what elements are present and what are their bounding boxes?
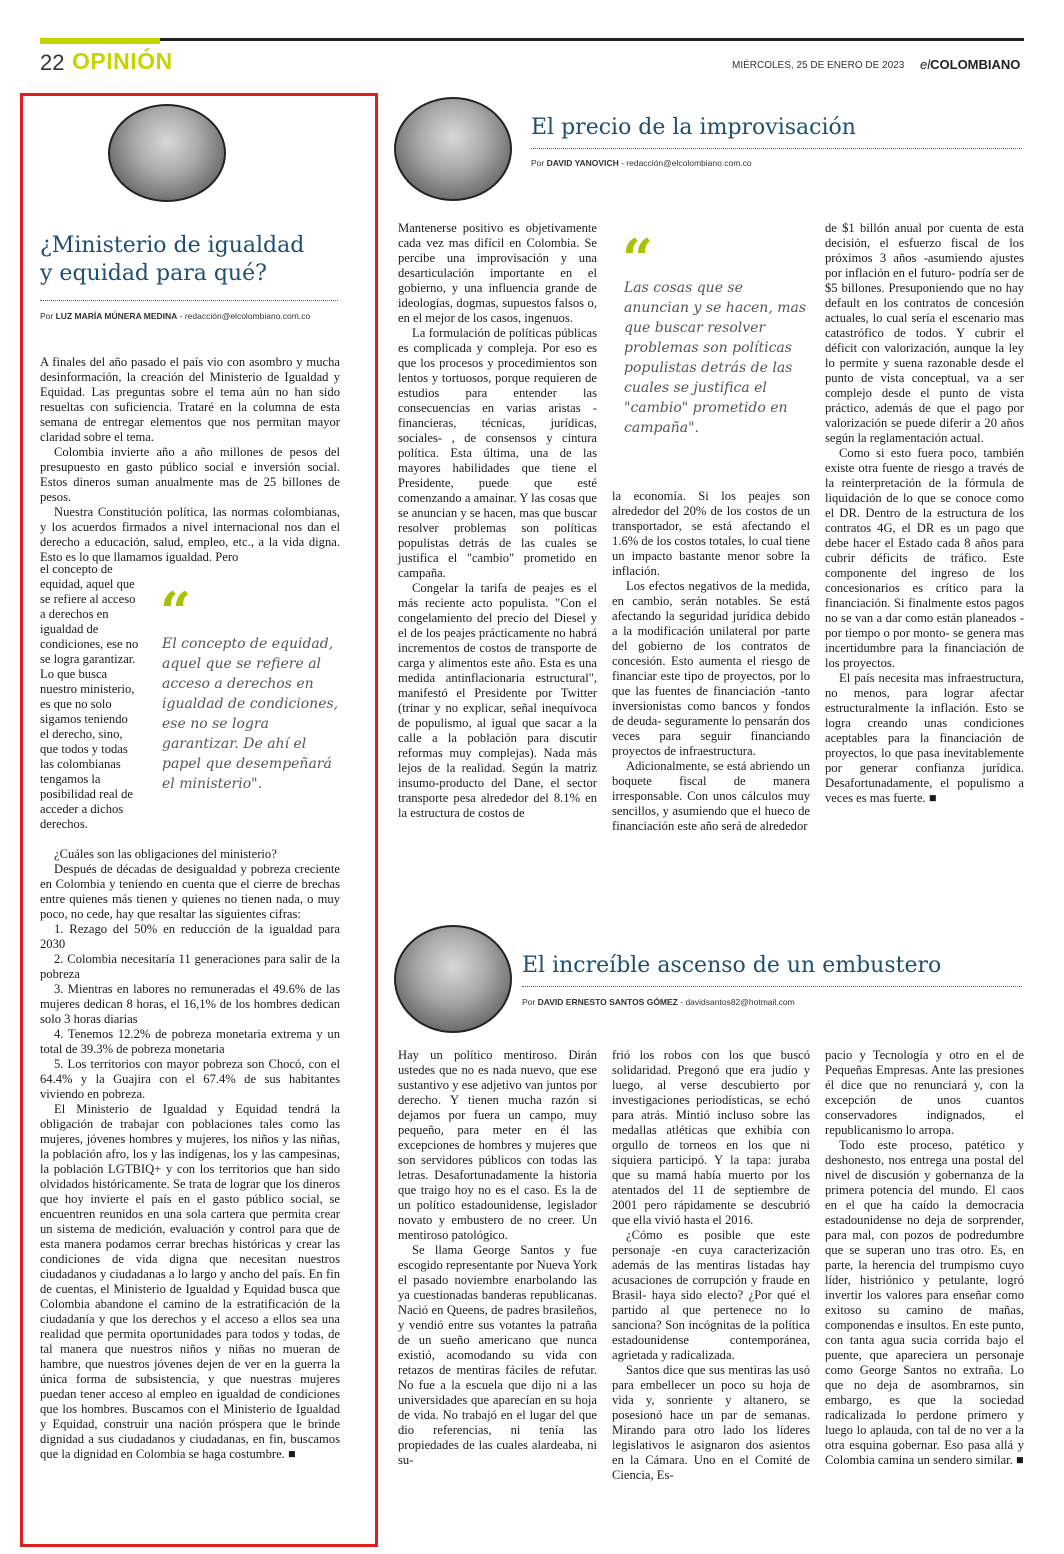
author-photo-david-santos [394, 925, 512, 1033]
article1-rule [40, 300, 338, 301]
article1-quote-mark: “ [160, 580, 192, 644]
article3-column-3: pacio y Tecnología y otro en el de Pequeñas Empresas. Ante las presiones él dice que no renunciará y, con la excepción de unos cuantos conservadores indignados, el republicanismo lo arropa. Todo este proceso, patético y deshonesto, nos entrega una postal del nivel de discusión y gobernanza de la primera potencia del mundo. El caos en el que ha caído la democracia estadounidense no deja de sorprender, para mal, con pozos de podredumbre que se superan uno tras otro. Es, en parte, la herencia del trumpismo cuyo líder, histriónico y petulante, logró invertir los valores para enseñar como exitoso su camino de mañas, componendas e insultos. En este punto, con tanta agua sucia corrida bajo el puente, que apareciera un personaje como George Santos no extraña. Lo que no deja de asombrarnos, sin embargo, es que la sociedad radicalizada lo perdone primero y luego lo aplauda, con tal de no ver a la otra esquina gobernar. Eso pasa allá y Colombia camina un sendero similar. ■ [825, 1048, 1024, 1467]
article3-column-2: frió los robos con los que buscó solidaridad. Pregonó que era judío y luego, al verse descubierto por investigaciones periodísticas, se echó para atrás. Mintió incluso sobre las medallas atléticas que exhibía con orgullo de torneos en los que ni siquiera participó. Y la tapa: juraba que su mamá había muerto por los atentados del 11 de septiembre de 2001 pero rápidamente se descubrió que ella vivió hasta el 2016. ¿Cómo es posible que este personaje -en cuya caracterización además de las mentiras listadas hay acusaciones de corrupción y fraude en Brasil- haya sido electo? ¿Por qué el partido al que pertenece no lo sanciona? Son incógnitas de la política estadounidense contemporánea, agrietada y radicalizada. Santos dice que sus mentiras las usó para embellecer un poco su hoja de vida y, sonriente y altanero, se posesionó hace un par de semanas. Mirando para otro lado los líderes legislativos le asignaron dos asientos en la Cámara. Uno en el Comité de Ciencia, Es- [612, 1048, 810, 1482]
article2-column-3: de $1 billón anual por cuenta de esta decisión, el esfuerzo fiscal de los próximos 3 años -asumiendo ajustes por inflación en el futuro- podría ser de $5 billones. Presuponiendo que no hay default en los contratos de concesión actuales, lo cual sería el escenario mas catastrófico de todos. Y cubrir el déficit con valorización, aunque la ley lo permite y suena razonable desde el punto de vista conceptual, va a ser complejo desde el punto de vista práctico, además de que el pago por valorización se puede diferir a 20 años según la reglamentación actual. Como si esto fuera poco, también existe otra fuente de riesgo a través de la reinterpretación de la fórmula de liquidación de lo que se conoce como el DR. Dentro de la estructura de los contratos 4G, el DR es un pago que debe hacer el Estado cada 8 años para cubrir déficits de tráfico. Este componente del ingreso de los concesionarios es crítico para la financiación. Si finalmente estos pagos no se van a dar como están planeados -por tiempo o por monto- se genera mas incertidumbre para la financiación de los proyectos. El país necesita mas infraestructura, no menos, para lograr afectar estructuralmente la inflación. Esto se logra creando unas condiciones aceptables para la financiación de proyectos, lo que pasa inevitablemente por generar confianza jurídica. Desafortunadamente, el populismo a veces es mas fuerte. ■ [825, 221, 1024, 805]
section-accent-bar [40, 38, 160, 44]
article1-pull-quote: El concepto de equidad, aquel que se refiere al acceso a derechos en igualdad de condiciones, ese no se logra garantizar. De ahí el papel que desempeñará el ministerio". [162, 636, 339, 792]
article3-rule [522, 986, 1022, 987]
top-rule [40, 38, 1024, 41]
article2-column-2: la economía. Si los peajes son alrededor del 20% de los costos de un transportador, se está afectando el 1.6% de los costos totales, lo cual tiene un impacto bastante menor sobre la inflación. Los efectos negativos de la medida, en cambio, serán notables. Se está afectando la seguridad jurídica debido a la modificación unilateral por parte del gobierno de los contratos de concesión. Esto aumenta el riesgo de financiar este tipo de proyectos, por lo que las fuentes de financiación -tanto inversionistas como bancos y fondos de deuda- seguramente lo pensarán dos veces para seguir financiando proyectos de infraestructura. Adicionalmente, se está abriendo un boquete fiscal de manera irresponsable. Con unos cálculos muy sencillos, y asumiendo que el hueco de financiación este año será de alrededor [612, 489, 810, 833]
article1-byline: Por LUZ MARÍA MÚNERA MEDINA - redacción@elcolombiano.com.co [40, 311, 311, 321]
article3-title: El increíble ascenso de un embustero [522, 953, 942, 978]
author-photo-luz-maria [108, 104, 226, 202]
article1-title: ¿Ministerio de igualdad y equidad para qué? [40, 233, 305, 286]
article2-column-1: Mantenerse positivo es objetivamente cada vez mas difícil en Colombia. Se percibe una improvisación y una desarticulación importante en el gobierno, y una influencia grande de ideologías, dogmas, supuestos falsos o, en el mejor de los casos, ingenuos. La formulación de políticas públicas es complicada y compleja. Por eso es que los procesos y procedimientos son lentos y tortuosos, porque requieren de estudios para entender las consecuencias en varias aristas -financieras, técnicas, jurídicas, sociales- , de consensos y cintura política. Esta última, una de las mayores habilidades que tiene el Presidente, puede que esté comenzando a amainar. Y las cosas que se anuncian y se hacen, mas que buscar resolver problemas son políticas populistas detrás de las cuales se justifica el "cambio" prometido en campaña. Congelar la tarifa de peajes es el más reciente acto populista. "Con el congelamiento del precio del Diesel y el de los peajes prácticamente no habrá incrementos de costos de transporte de carga y alimentos este año. Esta es una medida antinflacionaria estructural", manifestó el Presidente por Twitter (trinar y no explicar, señal inequívoca de populismo, al igual que sacar a la calle a la población para discutir reformas muy complejas). Nada más lejos de la realidad. Según la matriz insumo-producto del Dane, el sector transporte pesa alrededor del 8.1% en la estructura de costos de [398, 221, 597, 820]
article3-column-1: Hay un político mentiroso. Dirán ustedes que no es nada nuevo, que ese sustantivo y ese adjetivo van juntos por derecho. Y tienen mucha razón si dejamos por fuera un campo, muy pequeño, para meter en él las excepciones de hombres y mujeres que son servidores públicos con todas las letras. Desafortunadamente la historia que traigo hoy no es el caso. Es la de un político estadounidense, legislador novato y embustero de no creer. Un mentiroso patológico. Se llama George Santos y fue escogido representante por Nueva York el pasado noviembre enarbolando las ya cuestionadas banderas republicanas. Nació en Queens, de padres brasileños, y vendió entre sus votantes la patraña de un sueño americano que nunca existió, acomodando su vida con retazos de mentiras fáciles de refutar. No fue a la escuela que dijo ni a las universidades que aparecían en su hoja de vida. No trabajó en el lugar del que dio referencias, ni tenía las propiedades de las cuales alardeaba, ni su- [398, 1048, 597, 1467]
article2-title: El precio de la improvisación [531, 115, 856, 140]
article1-body-narrow: el concepto de equidad, aquel que se refiere al acceso a derechos en igualdad de condiciones, ese no se logra garantizar. Lo que busca nuestro ministerio, es que no solo sigamos teniendo el derecho, sino, que todos y todas las colombianas tengamos la posibilidad real de acceder a dichos derechos. [40, 562, 139, 831]
article3-byline: Por DAVID ERNESTO SANTOS GÓMEZ - davidsantos82@hotmail.com [522, 997, 795, 1007]
section-title: OPINIÓN [72, 48, 173, 74]
dateline: MIÉRCOLES, 25 DE ENERO DE 2023 [732, 60, 905, 71]
page-number: 22 [40, 50, 65, 75]
article2-byline: Por DAVID YANOVICH - redacción@elcolombiano.com.co [531, 158, 752, 168]
article2-pull-quote: Las cosas que se anuncian y se hacen, mas que buscar resolver problemas son políticas populistas detrás de las cuales se justifica el "cambio" prometido en campaña". [624, 280, 807, 436]
article2-rule [531, 148, 1022, 149]
article2-quote-mark: “ [622, 227, 654, 291]
article1-body-top: A finales del año pasado el país vio con asombro y mucha desinformación, la creación del Ministerio de Igualdad y Equidad. Las preguntas sobre el tema aún no han sido resueltas con suficiencia. Trataré en la columna de esta semana de entregar elementos que nos permitan mayor claridad sobre el tema. Colombia invierte año a año millones de pesos del presupuesto en gasto público social e inversión social. Estos dineros suman anualmente mas de 25 billones de pesos. Nuestra Constitución política, las normas colombianas, y los acuerdos firmados a nivel internacional nos dan el derecho a educación, salud, empleo, etc., a la vida digna. Esto es lo que llamamos igualdad. Pero [40, 355, 340, 564]
newspaper-logo: elCOLOMBIANO [920, 57, 1021, 72]
article1-body-bottom: ¿Cuáles son las obligaciones del ministerio? Después de décadas de desigualdad y pobreza creciente en Colombia y teniendo en cuenta que el cierre de brechas entre quienes más tienen y quienes no tienen nada, o muy poco, no cede, hay que resaltar las siguientes cifras: 1. Rezago del 50% en reducción de la igualdad para 2030 2. Colombia necesitaría 11 generaciones para salir de la pobreza 3. Mientras en labores no remuneradas el 49.6% de las mujeres dedican 8 horas, el 16,1% de los hombres dedican solo 3 horas diarias 4. Tenemos 12.2% de pobreza monetaria extrema y un total de 39.3% de pobreza monetaria 5. Los territorios con mayor pobreza son Chocó, con el 64.4% y la Guajira con el 67.4% de sus habitantes viviendo en pobreza. El Ministerio de Igualdad y Equidad tendrá la obligación de trabajar con poblaciones tales como las mujeres, jóvenes hombres y mujeres, los niños y las niñas, la población afro, los y las indígenas, los y las campesinas, la población LGTBIQ+ y con los territorios que han sido olvidados históricamente. Se trata de lograr que los dineros que hoy invierte el país en el gasto público social, se encuentren reunidos en una sola cartera que permita crear un sistema de medición, evaluación y control para que de esta manera podamos cerrar brechas históricas y crear las condiciones de vida digna que necesitan nuestros ciudadanos y ciudadanas a lo largo y ancho del país. En fin de cuentas, el Ministerio de Igualdad y Equidad busca que Colombia abandone el camino de la estratificación de la ciudadanía y que los derechos y el acceso a ellos sea una realidad que permita oportunidades para todos y todas, de tal manera que nuestros niños y niñas no mueran de hambre, que nuestros jóvenes dejen de ver en la guerra la única forma de subsistencia, y que nuestras mujeres puedan tener acceso al empleo en igualdad de condiciones que los hombres. Buscamos con el Ministerio de Igualdad y Equidad, construir una nación próspera que le brinde dignidad a sus ciudadanos y ciudadanas, en fin, buscamos que la dignidad en Colombia se haga costumbre. ■ [40, 847, 340, 1461]
author-photo-david-yanovich [394, 97, 512, 201]
